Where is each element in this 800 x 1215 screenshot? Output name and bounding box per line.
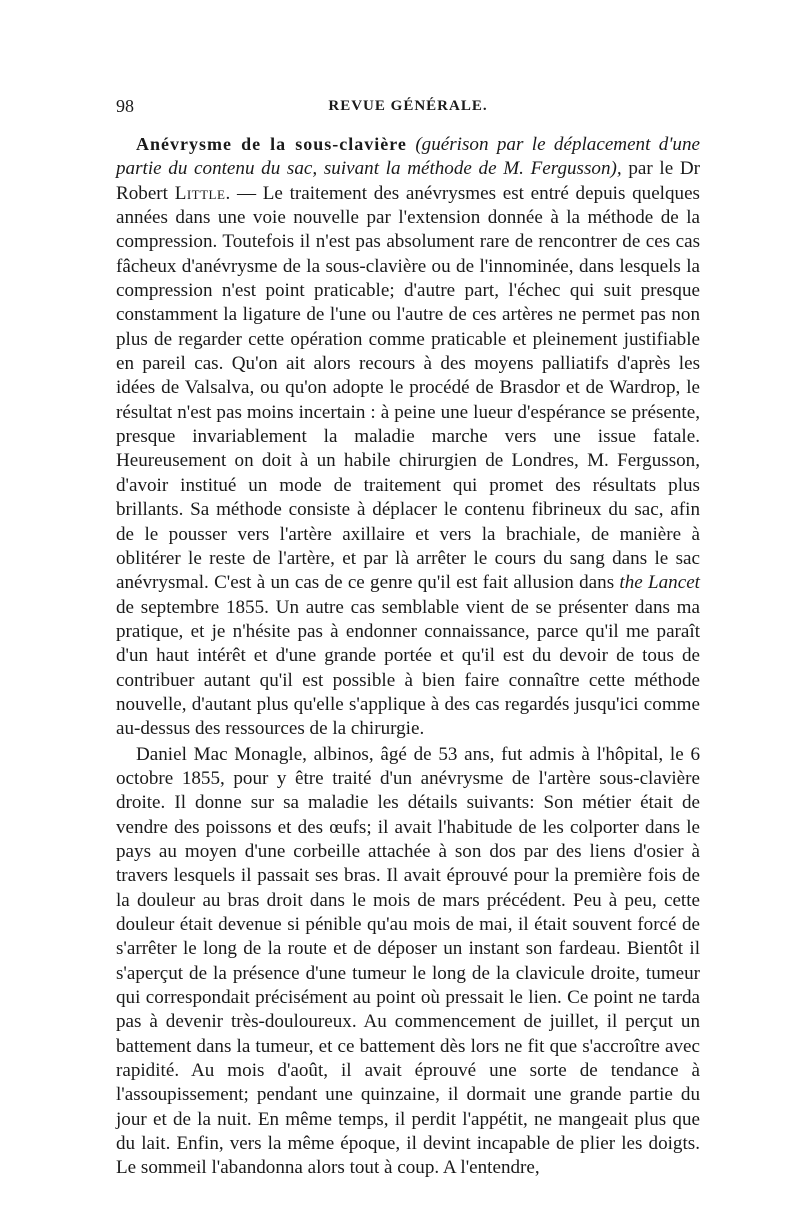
paragraph-1-body: . — Le traitement des anévrysmes est entré depuis quelques années dans une voie nouvelle par l'extension donnée à la méthode de la compression. Toutefois il n'est pas absolument rare de rencontrer de ces cas fâcheux d'anévrysme de la sous-clavière ou de l'innominée, dans lesquels la compression n'est point praticable; d'autre part, l'échec qui suit presque constamment la ligature de l'une ou l'autre de ces artères ne permet pas non plus de regarder cette opération comme praticable et pleinement justifiable en pareil cas. Qu'on ait alors recours à des moyens palliatifs d'après les idées de Valsalva, ou qu'on adopte le procédé de Brasdor et de Wardrop, le résultat n'est pas moins incertain : à peine une lueur d'espérance se présente, presque invariablement la maladie marche vers une issue fatale. Heureusement on doit à un habile chirurgien de Londres, M. Fergusson, d'avoir institué un mode de traitement qui promet des résultats plus brillants. Sa méthode consiste à déplacer le contenu fibrineux du sac, afin de le pousser vers l'artère axillaire et vers la brachiale, de manière à oblitérer le reste de l'artère, et par là arrêter le cours du sang dans le sac anévrysmal. C'est à un cas de ce genre qu'il est fait allusion dans	[116, 182, 700, 594]
article-body	[116, 132, 700, 1181]
page-number: 98	[116, 96, 134, 116]
running-head	[116, 94, 700, 124]
article-subtitle: (guérison par le déplacement d'une partie du contenu du sac, suivant la méthode de M. Fergusson),	[116, 134, 700, 180]
paragraph-2: Daniel Mac Monagle, albinos, âgé de 53 ans, fut admis à l'hôpital, le 6 octobre 1855, pour y être traité d'un anévrysme de l'artère sous-clavière droite. Il donne sur sa maladie les détails suivants: Son métier était de vendre des poissons et des œufs; il avait l'habitude de les colporter dans le pays au moyen d'une corbeille attachée à son dos par des liens d'osier à travers lesquels il passait ses bras. Il avait éprouvé pour la première fois de la douleur au bras droit dans le mois de mars précédent. Peu à peu, cette douleur était devenue si pénible qu'au mois de mai, il était souvent forcé de s'arrêter le long de la route et de déposer un instant son fardeau. Bientôt il s'aperçut de la présence d'une tumeur le long de la clavicule droite, tumeur qui correspondait précisément au point où pressait le lien. Ce point ne tarda pas à devenir très-douloureux. Au commencement de juillet, il perçut un battement dans la tumeur, et ce battement dès lors ne fit que s'accroître avec rapidité. Au mois d'août, il avait éprouvé une sorte de tendance à l'assoupissement; pendant une quinzaine, il dormait une grande partie du jour et de la nuit. En même temps, il perdit l'appétit, ne mangeait plus que du lait. Enfin, vers la même époque, il devint incapable de plier les doigts. Le sommeil l'abandonna alors tout à coup. A l'entendre,	[116, 743, 700, 1179]
byline-prefix: par le Dr Robert	[116, 158, 701, 204]
journal-name: the Lancet	[619, 572, 700, 594]
article-title: Anévrysme de la sous-clavière	[136, 134, 407, 154]
paragraph-1-end: de septembre 1855. Un autre cas semblable vient de se présenter dans ma pratique, et je n'hésite pas à endonner connaissance, parce qu'il me paraît d'un haut intérêt et d'une grande portée et qu'il est du devoir de tous de contribuer autant qu'il est possible à bien faire connaître cette méthode nouvelle, d'autant plus qu'elle s'applique à des cas regardés jusqu'ici comme au-dessus des ressources de la chirurgie.	[116, 596, 700, 740]
byline-author: Little	[174, 182, 226, 204]
running-head-title: REVUE GÉNÉRALE.	[328, 98, 488, 114]
paragraph-1	[116, 132, 700, 742]
